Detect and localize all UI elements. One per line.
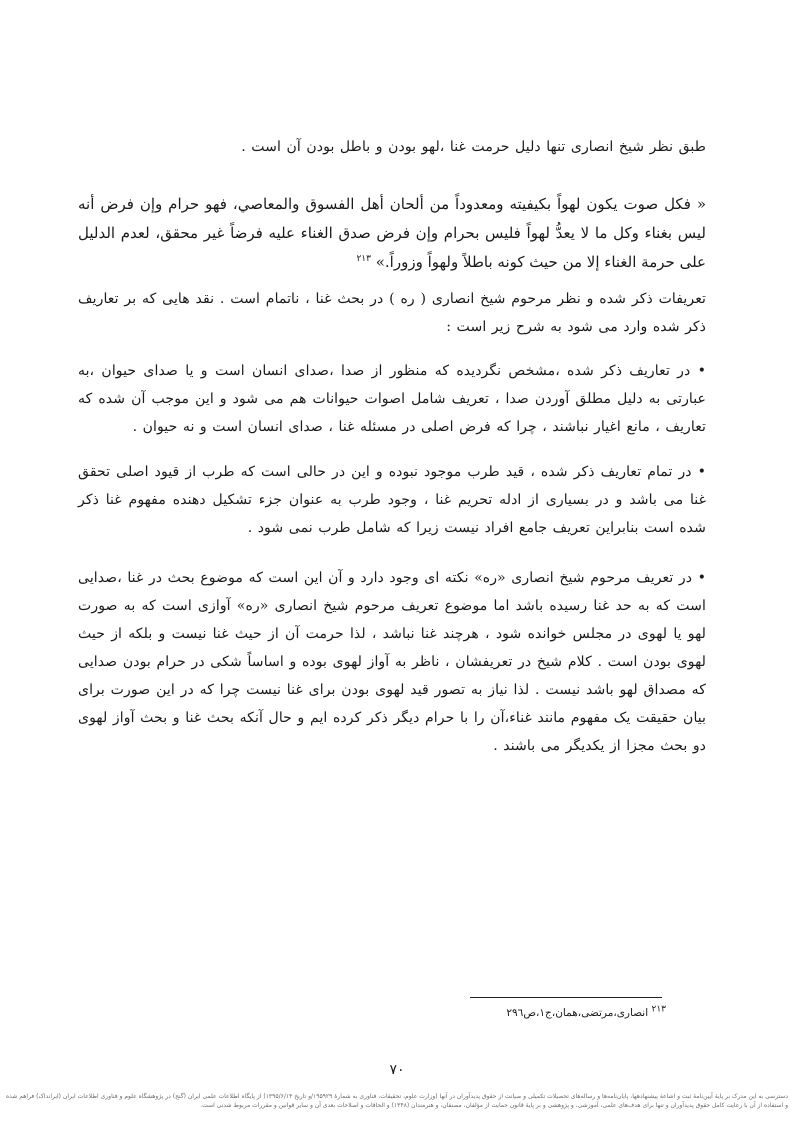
footnote — [506, 1006, 666, 1020]
lead-paragraph: طبق نظر شیخ انصاری تنها دلیل حرمت غنا ،لهو بودن و باطل بودن آن است . — [241, 139, 706, 155]
page-number: ۷۰ — [389, 1062, 405, 1078]
footnote-number: ۲۱۳ — [651, 1004, 666, 1015]
definitions-paragraph: تعریفات ذکر شده و نظر مرحوم شیخ انصاری ( ره ) در بحث غنا ، ناتمام است . نقد هایی که بر تعاریف ذکر شده وارد می شود به شرح زیر است : — [78, 291, 706, 335]
bullet-paragraph-3: • در تعریف مرحوم شیخ انصاری «ره» نکته ای وجود دارد و آن این است که موضوع بحث در غنا ،صدایی است که به حد غنا رسیده باشد اما موضوع تعریف مرحوم شیخ انصاری «ره» آوازی است که به صورت لهو یا لهوی در مجلس خوانده شود ، هرچند غنا نباشد ، لذا حرمت آن از حیث غنا نیست و بلکه از حیث لهوی بودن است . کلام شیخ در تعریفشان ، ناظر به آواز لهوی بوده و اساساً شکی در حرام بودن صدایی که مصداق لهو باشد نیست . لذا نیاز به تصور قید لهوی بودن برای غنا نیست چرا که در این صورت برای بیان حقیقت یک مفهوم مانند غناء،آن را با حرام دیگر ذکر کرده ایم و حال آنکه بحث غنا و بحث آواز لهوی دو بحث مجزا از یکدیگر می باشند . — [78, 570, 706, 754]
footnote-text: انصاری،مرتضی،همان،ج۱،ص۲۹٦ — [506, 1007, 649, 1019]
arabic-quote — [78, 190, 706, 277]
bullet-paragraph-1: • در تعاریف ذکر شده ،مشخص نگردیده که منظور از صدا ،صدای انسان است و یا صدای حیوان ،به عبارتی به دلیل مطلق آوردن صدا ، تعریف شامل اصوات حیوانات هم می شود و این موجب آن شده که تعاریف ، مانع اغیار نباشند ، چرا که فرض اصلی در مسئله غنا ، صدای انسان است و نه حیوان . — [78, 363, 706, 435]
license-notice: دسترسی به این مدرک بر پایهٔ آیین‌نامهٔ ثبت و اشاعهٔ پیشنهادهها، پایان‌نامه‌ها و رساله‌های تحصیلات تکمیلی و صیانت از حقوق پدیدآوران در آنها (وزارت علوم، تحقیقات، فناوری به شمارهٔ ۱۹۵۹۲۹/و تاریخ ۱۳۹۵/۶/۱۴) از پایگاه اطلاعات علمی ایران (گنج) در پژوهشگاه علوم و فناوری اطلاعات ایران (ایرانداک) فراهم شده و استفاده از آن با رعایت کامل حقوق پدیدآوران و تنها برای هدف‌های علمی، آموزشی، و پژوهشی و بر پایهٔ قانون حمایت از مؤلفان، مصنفان، و هنرمندان (۱۳۴۸) و الحاقات و اصلاحات بعدی آن و سایر قوانین و مقررات مربوط شدنی است. — [6, 1093, 788, 1109]
arabic-quote-text: « فكل صوت يكون لهواً بكيفيته ومعدوداً من ألحان أهل الفسوق والمعاصي، فهو حرام وإن فرض أنه ليس بغناء وكل ما لا يعدُّ لهواً فليس بحرام وإن فرض صدق الغناء عليه فرضاً غير محقق، لعدم الدليل على حرمة الغناء إلا من حيث كونه باطلاً ولهواً وزوراً.» — [78, 195, 706, 271]
footnote-reference: ۲۱۳ — [356, 254, 371, 264]
bullet-paragraph-2: • در تمام تعاریف ذکر شده ، قید طرب موجود نبوده و این در حالی است که طرب از قیود اصلی تحقق غنا می باشد و در بسیاری از ادله تحریم غنا ، وجود طرب به عنوان جزء تشکیل دهنده مفهوم غنا ذکر شده است بنابراین تعریف جامع افراد نیست زیرا که شامل طرب نمی شود . — [78, 464, 706, 536]
footnote-divider — [470, 997, 662, 998]
